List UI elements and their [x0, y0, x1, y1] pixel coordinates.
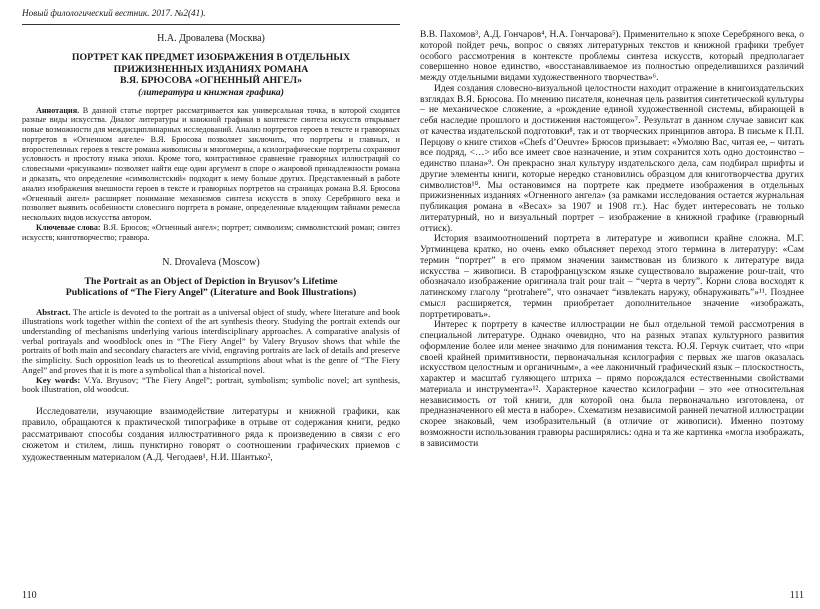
body-paragraph: Исследователи, изучающие взаимодействие литературы и книжной графики, как правило, обращаются к практической типографике в отрыве от содержания книги, редко рассматривают способы создания иллюстративного ряда к произведению в связи с его сюжетом и стилем, лишь пунктирно говорят о соотношении графических приемов с художественным материалом (А.Д. Чегодаев¹, Н.И. Шантько², [22, 406, 400, 463]
title-line: ПРИЖИЗНЕННЫХ ИЗДАНИЯХ РОМАНА [113, 63, 309, 75]
body-paragraph: В.В. Пахомов³, А.Д. Гончаров⁴, Н.А. Гончарова⁵). Применительно к эпохе Серебряного века, о которой пойдет речь, вопрос о связях литературных текстов и книжной графики требует особого рассмотрения в контексте проблемы синтеза искусств, который предполагает совершенно новое единство, «восстанавливаемое из полностью определившихся различий между отдельными видами художественного творчества»⁶. [420, 30, 804, 83]
journal-header: Новый филологический вестник. 2017. №2(41). [22, 8, 206, 18]
keywords [22, 223, 400, 243]
body-paragraph: Интерес к портрету в качестве иллюстрации не был отдельной темой рассмотрения в специальной литературе. Однако очевидно, что на разных этапах культурного развития оформление более или менее значимо для понимания текста. Ю.Я. Герчук считает, что «при своей крайней примитивности, первоначальная ксилография с первых же шагов оказалась искусством целостным и органичным», а «ее лаконичный графический язык – плоскостность, характер и масштаб гуляющего штриха – прямо порождался естественными свойствами материала и инструмента»¹². Характерное качество ксилографии – это «ее относительная независимость от той книги, для которой она была первоначально изготовлена, от предназначенного ей места в наборе». Схематизм независимой ранней печатной иллюстрации скорее знаковый, чем изобразительный (в отличие от живописи). Именно поэтому возможности использования гравюры расширялись: одна и та же картинка «могла изображать, в зависимости [420, 320, 804, 449]
right-page [410, 0, 820, 609]
en-abstract [22, 308, 400, 376]
header-rule [22, 24, 400, 25]
en-abstract-text: The article is devoted to the portrait as a universal object of study, where literature and book illustrations work together within the context of the art synthesis theory. Studying the portrait extends our understanding of mechanisms underlying various interdisciplinary approaches. A comparative analysis of verbal portrayals and woodblock ones in “The Fiery Angel” by Valery Bryusov shows that while the portraits of both main and secondary characters are vivid, engraving portraits are lack of details and preserve the simplicity. Such opposition leads us to theoretical assumptions about what is the genre of “The Fiery Angel” and proves that it is more a symbolical than a historical novel. [22, 306, 400, 375]
keywords-text: В.Я. Брюсов; «Огненный ангел»; портрет; символизм; символистский роман; синтез искусств; книготворчество; гравюра. [22, 223, 400, 242]
en-title-line: The Portrait as an Object of Depiction in Bryusov’s Lifetime [84, 275, 338, 287]
article-subtitle: (литература и книжная графика) [138, 86, 284, 98]
article-author: Н.А. Дровалева (Москва) [157, 33, 265, 44]
annotation-text: В данной статье портрет рассматривается как универсальная точка, в которой сходятся разные виды искусства. Диалог литературы и книжной графики в контексте синтеза искусств открывает новые возможности для междисциплинарных исследований. Анализ портретов героев в тексте и гравюрных портретов в «Огненном ангеле» В.Я. Брюсова позволяет заключить, что портреты и главных, и второстепенных героев в тексте романа живописны и многомерны, а ксилографические портреты сохраняют условность и простоту языка эпохи. Кроме того, контрастивное сравнение гравюрных иллюстраций со словесными «рисунками» позволяет найти еще один аргумент в споре о жанровой принадлежности романа и доказать, что определение «символистский» подходит к нему больше других. Представленный в работе анализ изображения внешности героев в тексте и гравюрных портретов на страницах романа В.Я. Брюсова «Огненный ангел» расширяет понимание механизмов синтеза искусств в эпоху Серебряного века и позволяет выявить особенности словесного портрета в романе, определенные владеющим тайнами ремесла нескольких видов искусства автором. [22, 105, 400, 223]
page-number-right: 111 [789, 590, 804, 601]
en-keywords-label: Key words: [36, 374, 81, 385]
annotation-label: Аннотация. [36, 105, 80, 115]
en-title-line: Publications of “The Fiery Angel” (Literature and Book Illustrations) [65, 287, 357, 299]
en-title [22, 276, 400, 299]
title-line: В.Я. БРЮСОВА «ОГНЕННЫЙ АНГЕЛ» [120, 75, 302, 86]
body-paragraph: Идея создания словесно-визуальной целостности находит отражение в книгоиздательских взглядах В.Я. Брюсова. По мнению писателя, конечная цель развития синтетической культуры – не механическое сложение, а «рождение единой художественной системы, вбирающей в себя наследие прошлого и достижения настоящего»⁷. Результат в данном случае зависит как от качества издательской подготовки⁸, так и от творческих принципов автора. В письме к П.П. Перцову о книге стихов «Chefs d’Oeuvre» Брюсов призывает: «Умоляю Вас, читая ее, – читать все подряд, <…> ибо все имеет свое назначение, и этим сохранится хоть одно достоинство – единство плана»⁹. Он прекрасно знал культуру издательского дела, сам подбирал шрифты и другие элементы книги, которые нередко становились образцом для книготворчества других символистов¹⁰. Мы остановимся на портрете как предмете изображения в отдельных прижизненных изданиях «Огненного ангела» (за рамками исследования остается журнальная публикация романа в «Весах» за 1907 и 1908 гг.). Нас будет интересовать не только литературный, но и визуальный портрет – изображение в книжной графике (гравюрный оттиск). [420, 83, 804, 234]
body-paragraph: История взаимоотношений портрета в литературе и живописи крайне сложна. М.Г. Уртминцева кратко, но очень емко объясняет переход этого термина в литературу: «Сам термин “портрет” в его прямом значении заимствован из близкого к литературе вида искусства – живописи. В старофранцузском языке существовало выражение pour-trait, что обозначало изображение оригинала trait pour trait – “черта в черту”. Корни слова восходят к латинскому глаголу “protrahere”, что означает “извлекать наружу, обнаруживать”»¹¹. Позднее смысл расширяется, термин приобретает дополнительное значение «изображать, портретировать». [420, 234, 804, 320]
article-title [22, 52, 400, 87]
en-author: N. Drovaleva (Moscow) [162, 256, 260, 268]
title-line: ПОРТРЕТ КАК ПРЕДМЕТ ИЗОБРАЖЕНИЯ В ОТДЕЛЬНЫХ [71, 52, 351, 63]
keywords-label: Ключевые слова: [36, 223, 101, 233]
en-keywords-text: V.Ya. Bryusov; “The Fiery Angel”; portrait, symbolism; symbolic novel; art synthesis, book illustration, old woodcut. [22, 374, 400, 395]
en-keywords [22, 376, 400, 395]
en-abstract-label: Abstract. [36, 306, 71, 317]
annotation [22, 106, 400, 224]
page-number-left: 110 [22, 590, 37, 601]
